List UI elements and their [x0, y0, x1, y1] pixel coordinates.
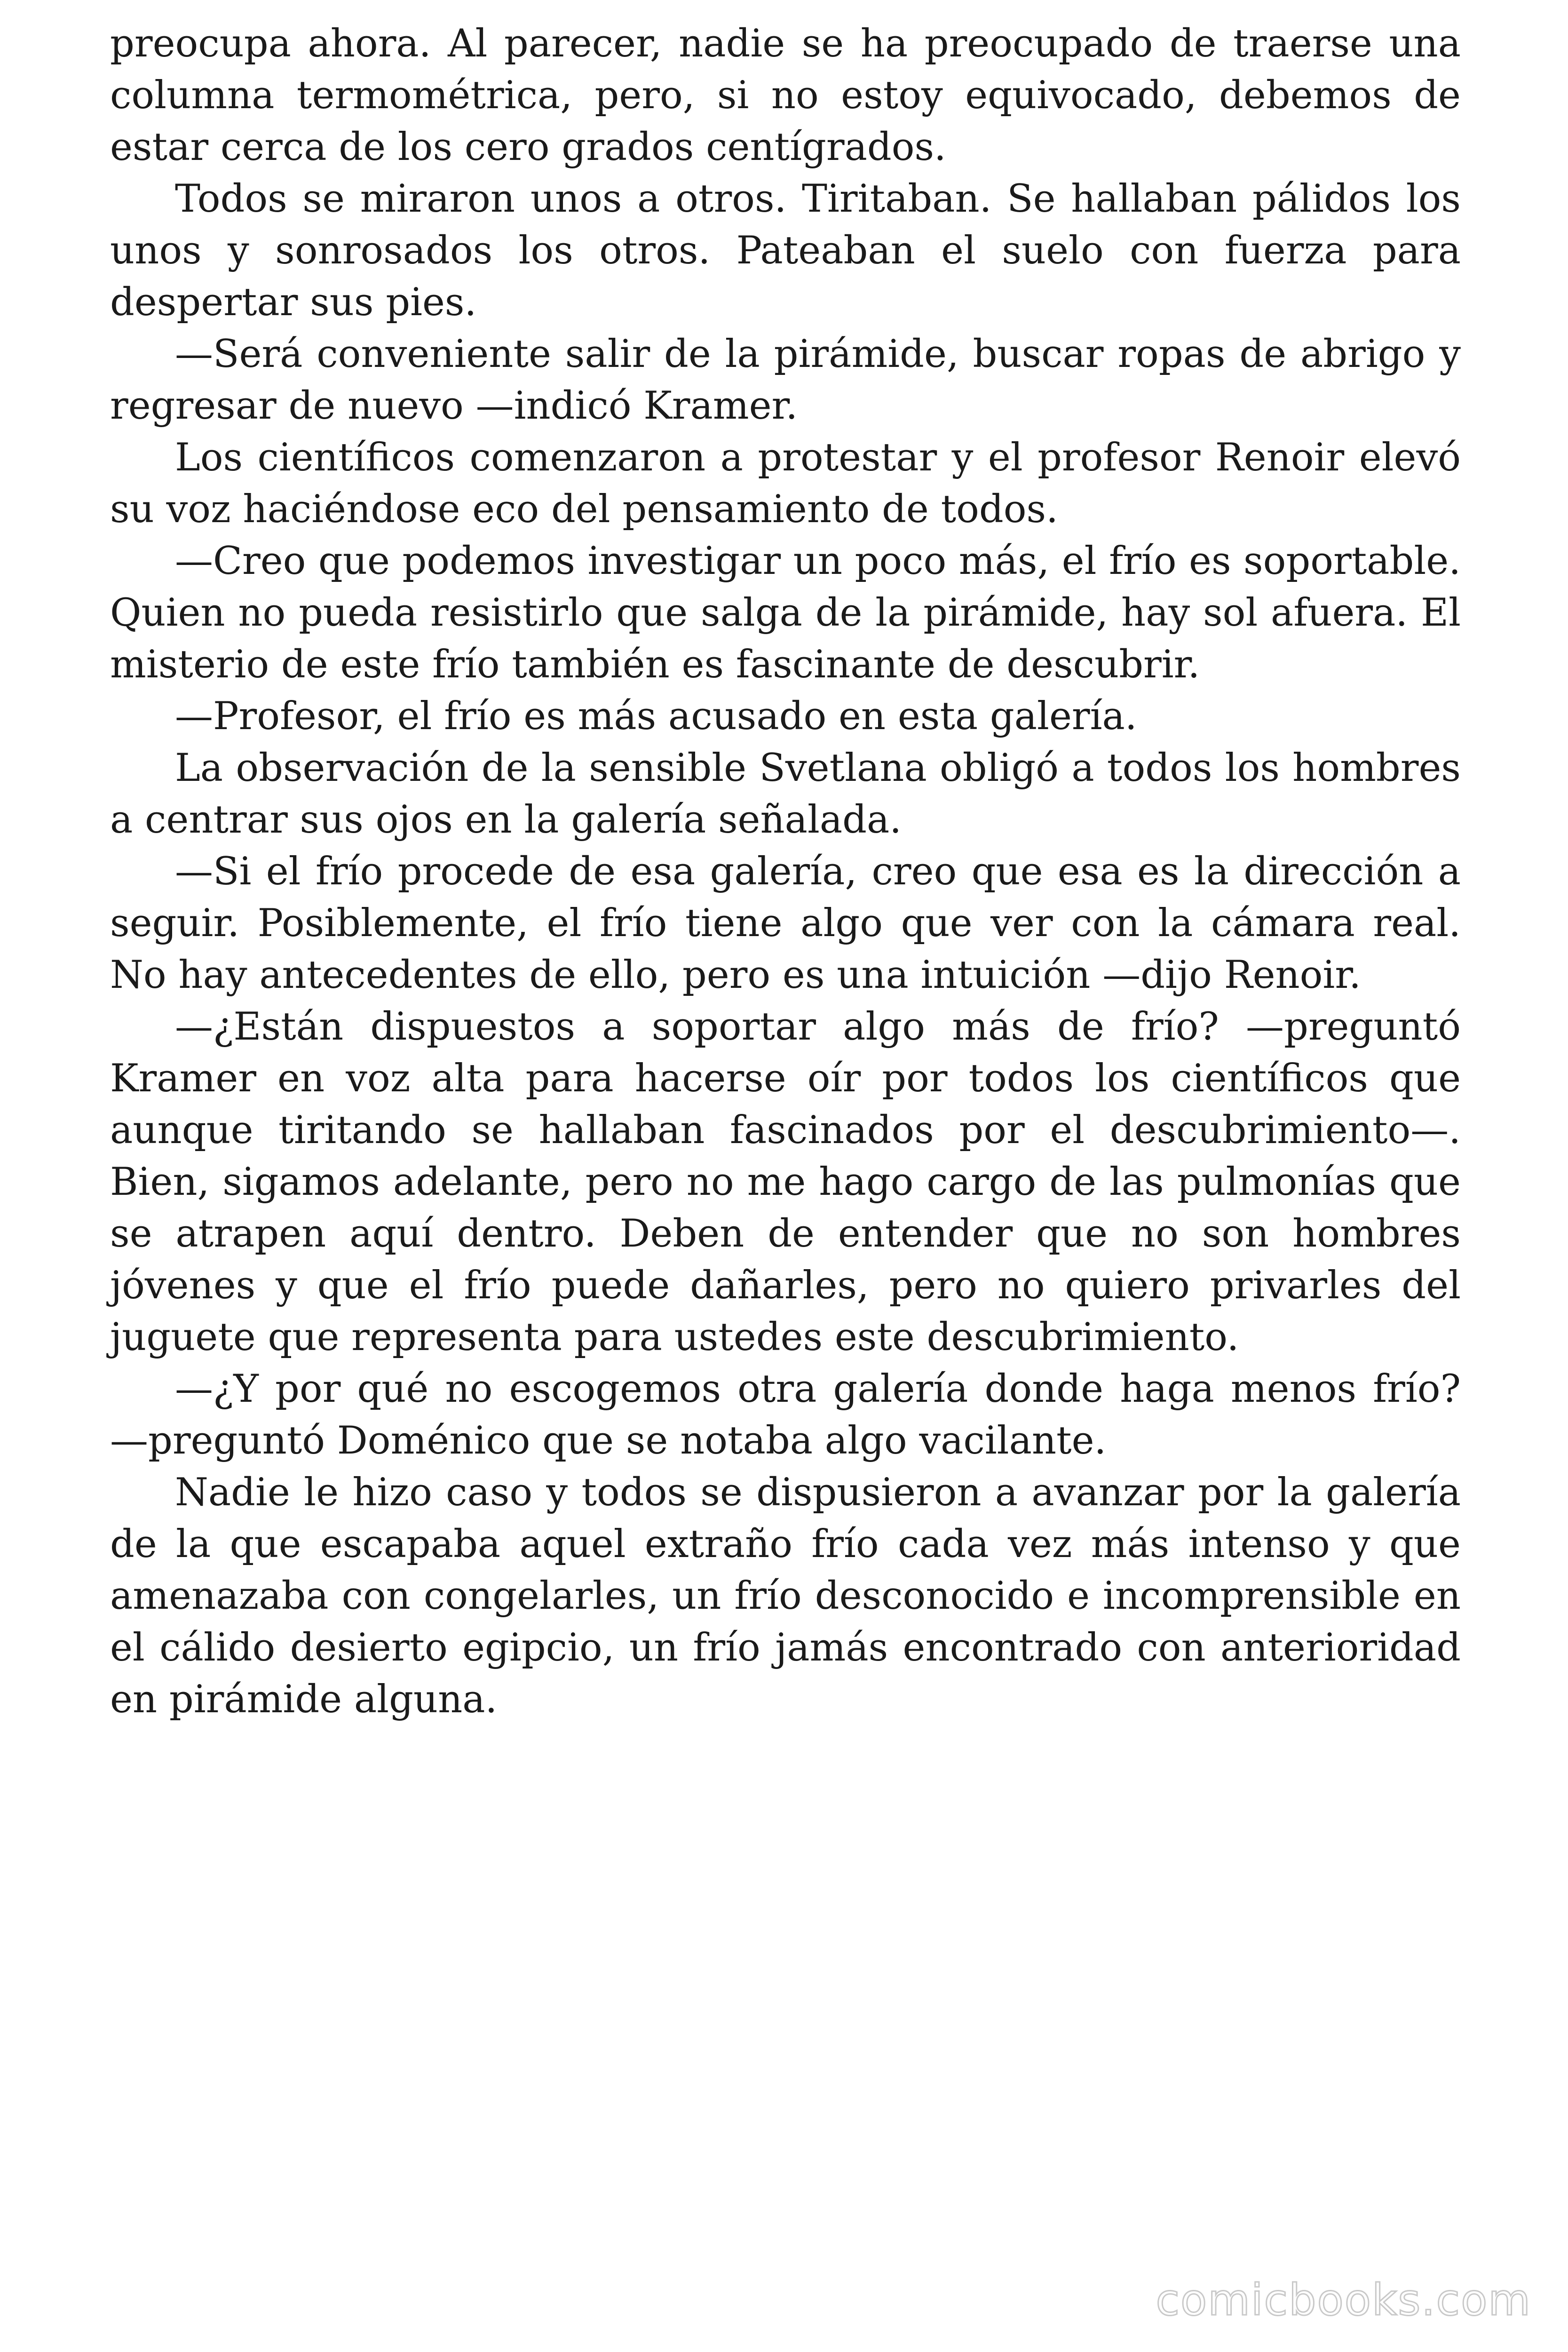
- paragraph: —Profesor, el frío es más acusado en esta galería.: [175, 694, 1137, 739]
- watermark: comicbooks.com: [1156, 2275, 1531, 2325]
- paragraph: Los científicos comenzaron a protestar y el profesor Renoir elevó su voz haciéndose eco del pensamiento de todos.: [110, 436, 1461, 532]
- page-body-text: [110, 18, 1461, 1725]
- paragraph: —¿Y por qué no escogemos otra galería donde haga menos frío? —preguntó Doménico que se notaba algo vacilante.: [110, 1367, 1461, 1463]
- paragraph: —Si el frío procede de esa galería, creo que esa es la dirección a seguir. Posiblemente, el frío tiene algo que ver con la cámara real. No hay antecedentes de ello, pero es una intuición —dijo Renoir.: [110, 850, 1461, 997]
- paragraph: Todos se miraron unos a otros. Tiritaban. Se hallaban pálidos los unos y sonrosados los otros. Pateaban el suelo con fuerza para despertar sus pies.: [110, 177, 1461, 325]
- paragraph: —Será conveniente salir de la pirámide, buscar ropas de abrigo y regresar de nuevo —indicó Kramer.: [110, 332, 1461, 428]
- paragraph: —¿Están dispuestos a soportar algo más de frío? —preguntó Kramer en voz alta para hacerse oír por todos los científicos que aunque tiritando se hallaban fascinados por el descubrimiento—. Bien, sigamos adelante, pero no me hago cargo de las pulmonías que se atrapen aquí dentro. Deben de entender que no son hombres jóvenes y que el frío puede dañarles, pero no quiero privarles del juguete que representa para ustedes este descubrimiento.: [110, 1005, 1461, 1359]
- paragraph: La observación de la sensible Svetlana obligó a todos los hombres a centrar sus ojos en la galería señalada.: [110, 746, 1461, 842]
- paragraph: preocupa ahora. Al parecer, nadie se ha preocupado de traerse una columna termométrica, pero, si no estoy equivocado, debemos de estar cerca de los cero grados centígrados.: [110, 22, 1461, 169]
- paragraph: —Creo que podemos investigar un poco más, el frío es soportable. Quien no pueda resistirlo que salga de la pirámide, hay sol afuera. El misterio de este frío también es fascinante de descubrir.: [110, 539, 1461, 687]
- paragraph: Nadie le hizo caso y todos se dispusieron a avanzar por la galería de la que escapaba aquel extraño frío cada vez más intenso y que amenazaba con congelarles, un frío desconocido e incomprensible en el cálido desierto egipcio, un frío jamás encontrado con anterioridad en pirámide alguna.: [110, 1470, 1461, 1722]
